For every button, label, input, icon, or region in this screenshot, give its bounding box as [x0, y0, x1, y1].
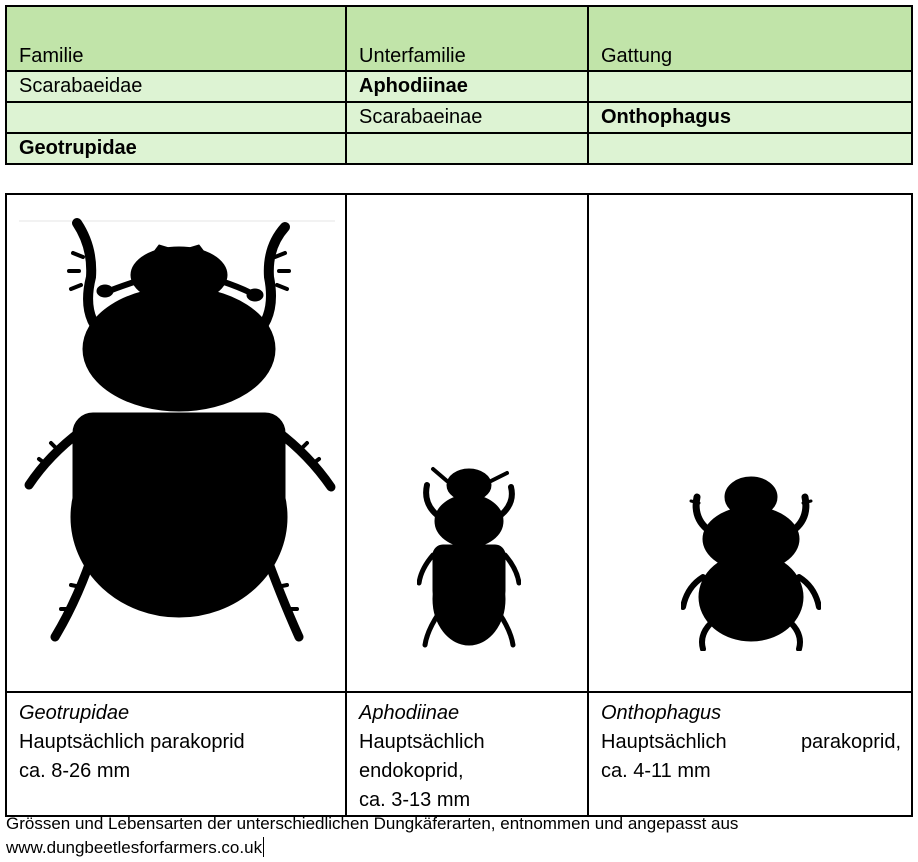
caption-size: ca. 4-11 mm [601, 760, 711, 782]
cell-familie [6, 102, 346, 133]
caption-title: Onthophagus [601, 702, 722, 724]
geotrupidae-caption [6, 692, 346, 816]
beetle-caption-row [6, 692, 912, 816]
onthophagus-image-cell [588, 194, 912, 692]
caption-lifestyle [601, 728, 901, 757]
caption-size: ca. 8-26 mm [19, 760, 131, 782]
header-unterfamilie: Unterfamilie [346, 6, 588, 71]
caption-size: ca. 3-13 mm [359, 789, 471, 811]
caption-lifestyle: Hauptsächlich [359, 731, 485, 753]
text-cursor [263, 837, 264, 857]
cell-gattung [588, 133, 912, 164]
caption-lifestyle-word2: parakoprid, [800, 731, 901, 753]
onthophagus-silhouette-icon [681, 473, 821, 651]
table-row [6, 102, 912, 133]
geotrupidae-image-cell [6, 194, 346, 692]
caption-title: Geotrupidae [19, 702, 130, 724]
aphodiinae-silhouette-icon [417, 463, 521, 651]
cell-unterfamilie: Aphodiinae [346, 71, 588, 102]
header-gattung: Gattung [588, 6, 912, 71]
table-row [6, 133, 912, 164]
onthophagus-caption [588, 692, 912, 816]
source-text: Grössen und Lebensarten der unterschiedlichen Dungkäferarten, entnommen und angepasst aus [6, 814, 739, 833]
geotrupidae-silhouette-icon [19, 217, 339, 647]
taxonomy-header-row [6, 6, 912, 71]
cell-familie: Scarabaeidae [6, 71, 346, 102]
header-familie: Familie [6, 6, 346, 71]
aphodiinae-caption [346, 692, 588, 816]
caption-title: Aphodiinae [359, 702, 460, 724]
aphodiinae-image-cell [346, 194, 588, 692]
caption-lifestyle-word1: Hauptsächlich [601, 731, 727, 753]
source-note [6, 812, 906, 860]
table-row [6, 71, 912, 102]
cell-gattung: Onthophagus [588, 102, 912, 133]
beetle-image-row [6, 194, 912, 692]
caption-lifestyle-type: endokoprid, [359, 760, 464, 782]
taxonomy-table [5, 5, 913, 165]
cell-unterfamilie [346, 133, 588, 164]
cell-familie: Geotrupidae [6, 133, 346, 164]
cell-gattung [588, 71, 912, 102]
beetle-table [5, 193, 913, 817]
cell-unterfamilie: Scarabaeinae [346, 102, 588, 133]
caption-lifestyle: Hauptsächlich parakoprid [19, 731, 245, 753]
source-url: www.dungbeetlesforfarmers.co.uk [6, 838, 263, 857]
